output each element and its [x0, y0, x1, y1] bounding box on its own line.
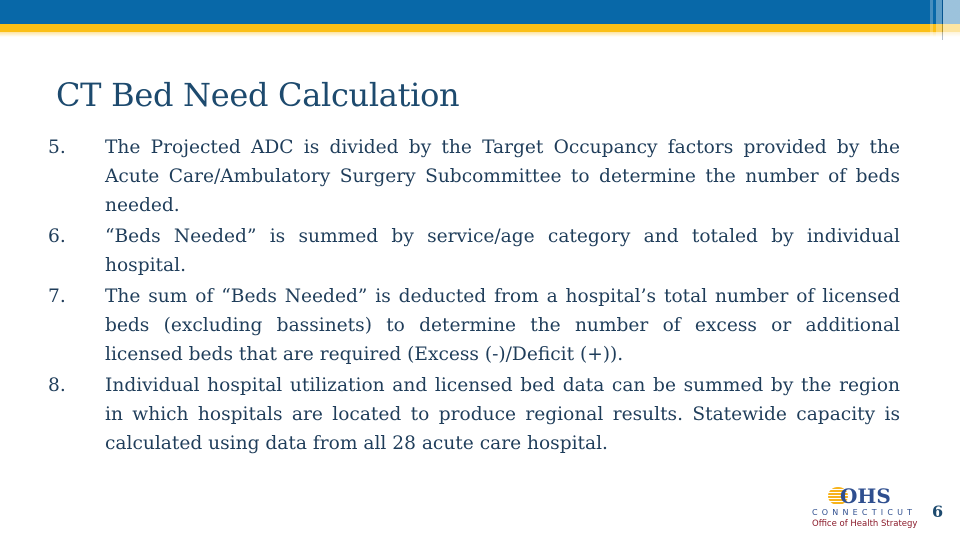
list-item — [48, 282, 900, 369]
slide-title: CT Bed Need Calculation — [56, 76, 460, 114]
item-text: The sum of “Beds Needed” is deducted from a hospital’s total number of licensed beds (excluding bassinets) to determine the number of excess or additional licensed beds that are required (Excess (-)/Deficit (+)). — [105, 286, 900, 365]
header-stripes — [930, 0, 960, 40]
item-number: 5. — [48, 137, 66, 158]
header-bar-blue — [0, 0, 960, 24]
item-number: 6. — [48, 226, 66, 247]
list-item — [48, 133, 900, 220]
item-text: The Projected ADC is divided by the Target Occupancy factors provided by the Acute Care/Ambulatory Surgery Subcommittee to determine the number of beds needed. — [105, 137, 900, 216]
item-number: 7. — [48, 286, 66, 307]
item-text: Individual hospital utilization and licensed bed data can be summed by the region in which hospitals are located to produce regional results. Statewide capacity is calculated using data from all 28 acute care hospital. — [105, 375, 900, 454]
item-text: “Beds Needed” is summed by service/age category and totaled by individual hospital. — [105, 226, 900, 276]
list-item — [48, 371, 900, 458]
page-number: 6 — [932, 502, 944, 521]
list-item — [48, 222, 900, 280]
logo-main: OHS — [840, 484, 891, 508]
item-number: 8. — [48, 375, 66, 396]
steps-list — [48, 133, 900, 460]
logo-state: CONNECTICUT — [812, 508, 917, 517]
logo-org: Office of Health Strategy — [812, 519, 918, 529]
ohs-logo — [810, 484, 920, 532]
header-bar-yellow — [0, 24, 960, 32]
header-bar-fade — [0, 32, 960, 37]
